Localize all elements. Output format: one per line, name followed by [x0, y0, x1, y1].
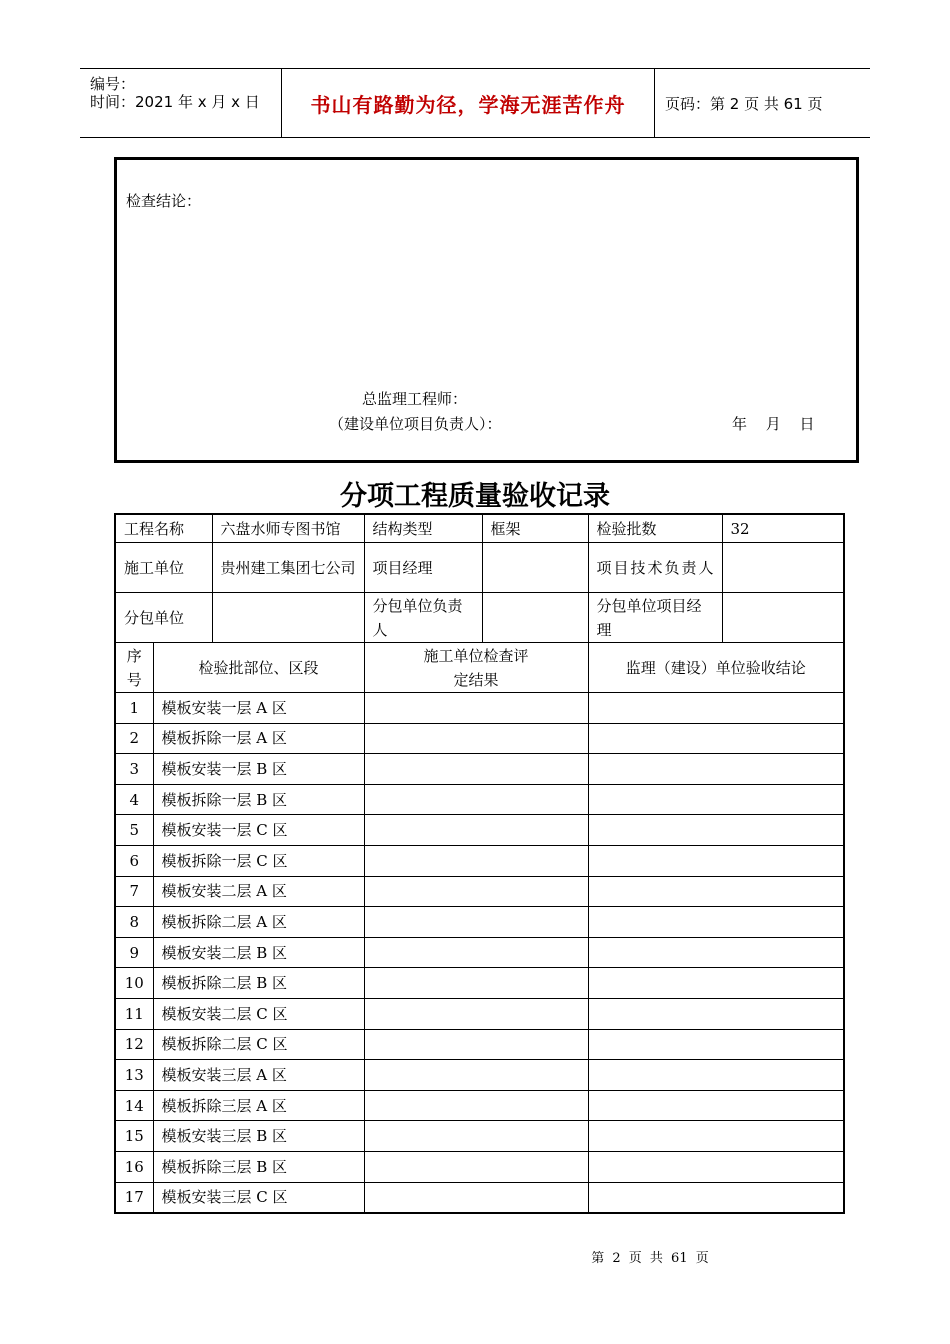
- row-contractor-result[interactable]: [364, 968, 588, 999]
- col-location-header: 检验批部位、区段: [153, 643, 364, 693]
- row-location: 模板拆除二层 C 区: [153, 1029, 364, 1060]
- row-supervisor-conclusion[interactable]: [588, 937, 844, 968]
- row-number: 17: [115, 1182, 153, 1213]
- row-contractor-result[interactable]: [364, 1182, 588, 1213]
- serial-label: 编号：: [90, 75, 136, 93]
- col-contractor-result-header: 施工单位检查评定结果: [364, 643, 588, 693]
- row-contractor-result[interactable]: [364, 815, 588, 846]
- table-row: [115, 1121, 844, 1152]
- row-contractor-result[interactable]: [364, 723, 588, 754]
- row-location: 模板安装一层 A 区: [153, 693, 364, 724]
- col-seq-header: 序号: [115, 643, 153, 693]
- row-location: 模板拆除二层 B 区: [153, 968, 364, 999]
- page-title: 分项工程质量验收记录: [340, 481, 610, 512]
- subcontractor-label: 分包单位: [115, 593, 212, 643]
- row-contractor-result[interactable]: [364, 1121, 588, 1152]
- batch-count-value: 32: [722, 514, 844, 543]
- table-row: [115, 784, 844, 815]
- sub-lead-value: [482, 593, 588, 643]
- sub-pm-label: 分包单位项目经理: [588, 593, 722, 643]
- table-row: [115, 754, 844, 785]
- table-row: [115, 1029, 844, 1060]
- row-location: 模板安装二层 A 区: [153, 876, 364, 907]
- row-number: 10: [115, 968, 153, 999]
- motto: 书山有路勤为径，学海无涯苦作舟: [310, 92, 626, 117]
- row-contractor-result[interactable]: [364, 754, 588, 785]
- row-number: 9: [115, 937, 153, 968]
- row-contractor-result[interactable]: [364, 784, 588, 815]
- row-supervisor-conclusion[interactable]: [588, 1182, 844, 1213]
- time-label: 时间：2021 年 x 月 x 日: [90, 93, 260, 111]
- table-row: [115, 845, 844, 876]
- chief-supervisor-label: 总监理工程师：: [362, 390, 468, 408]
- row-supervisor-conclusion[interactable]: [588, 693, 844, 724]
- header-meta: [80, 69, 281, 137]
- row-contractor-result[interactable]: [364, 1151, 588, 1182]
- row-supervisor-conclusion[interactable]: [588, 784, 844, 815]
- row-supervisor-conclusion[interactable]: [588, 723, 844, 754]
- row-location: 模板安装三层 B 区: [153, 1121, 364, 1152]
- row-supervisor-conclusion[interactable]: [588, 876, 844, 907]
- table-row: [115, 693, 844, 724]
- conclusion-label: 检查结论：: [126, 192, 202, 210]
- row-number: 14: [115, 1090, 153, 1121]
- row-location: 模板拆除一层 B 区: [153, 784, 364, 815]
- table-row: [115, 723, 844, 754]
- row-location: 模板安装二层 B 区: [153, 937, 364, 968]
- tech-lead-label: 项目技术负责人: [588, 543, 722, 593]
- info-row-3: [115, 593, 844, 643]
- row-location: 模板拆除一层 C 区: [153, 845, 364, 876]
- row-contractor-result[interactable]: [364, 876, 588, 907]
- project-manager-label: 项目经理: [364, 543, 482, 593]
- row-location: 模板安装三层 C 区: [153, 1182, 364, 1213]
- row-number: 4: [115, 784, 153, 815]
- acceptance-record-table: [114, 513, 845, 1214]
- header-motto-cell: [281, 69, 655, 137]
- table-row: [115, 1060, 844, 1091]
- row-location: 模板安装三层 A 区: [153, 1060, 364, 1091]
- table-row: [115, 968, 844, 999]
- project-name-label: 工程名称: [115, 514, 212, 543]
- col-supervisor-conclusion-header: 监理（建设）单位验收结论: [588, 643, 844, 693]
- header-page-cell: [655, 69, 870, 137]
- row-supervisor-conclusion[interactable]: [588, 845, 844, 876]
- row-location: 模板安装一层 B 区: [153, 754, 364, 785]
- row-number: 2: [115, 723, 153, 754]
- row-contractor-result[interactable]: [364, 1029, 588, 1060]
- row-number: 12: [115, 1029, 153, 1060]
- table-row: [115, 937, 844, 968]
- page-header: [80, 68, 870, 138]
- row-supervisor-conclusion[interactable]: [588, 968, 844, 999]
- table-row: [115, 1151, 844, 1182]
- tech-lead-value: [722, 543, 844, 593]
- row-supervisor-conclusion[interactable]: [588, 1029, 844, 1060]
- row-supervisor-conclusion[interactable]: [588, 1151, 844, 1182]
- table-row: [115, 998, 844, 1029]
- row-location: 模板安装一层 C 区: [153, 815, 364, 846]
- contractor-value: 贵州建工集团七公司: [212, 543, 364, 593]
- row-number: 8: [115, 907, 153, 938]
- table-row: [115, 1090, 844, 1121]
- subcontractor-value: [212, 593, 364, 643]
- row-number: 15: [115, 1121, 153, 1152]
- batch-count-label: 检验批数: [588, 514, 722, 543]
- sub-pm-value: [722, 593, 844, 643]
- page-code: 页码：第 2 页 共 61 页: [665, 94, 823, 113]
- row-supervisor-conclusion[interactable]: [588, 998, 844, 1029]
- info-row-1: [115, 514, 844, 543]
- row-number: 16: [115, 1151, 153, 1182]
- row-number: 1: [115, 693, 153, 724]
- row-number: 5: [115, 815, 153, 846]
- row-location: 模板拆除三层 A 区: [153, 1090, 364, 1121]
- contractor-label: 施工单位: [115, 543, 212, 593]
- table-row: [115, 907, 844, 938]
- row-location: 模板拆除三层 B 区: [153, 1151, 364, 1182]
- row-supervisor-conclusion[interactable]: [588, 1060, 844, 1091]
- row-location: 模板拆除二层 A 区: [153, 907, 364, 938]
- row-contractor-result[interactable]: [364, 907, 588, 938]
- table-row: [115, 815, 844, 846]
- conclusion-box: [114, 157, 859, 463]
- row-supervisor-conclusion[interactable]: [588, 815, 844, 846]
- row-number: 6: [115, 845, 153, 876]
- row-contractor-result[interactable]: [364, 693, 588, 724]
- owner-label: （建设单位项目负责人）：: [329, 415, 502, 433]
- column-header-row: [115, 643, 844, 693]
- row-location: 模板拆除一层 A 区: [153, 723, 364, 754]
- row-number: 13: [115, 1060, 153, 1091]
- row-contractor-result[interactable]: [364, 1060, 588, 1091]
- row-supervisor-conclusion[interactable]: [588, 1121, 844, 1152]
- row-number: 7: [115, 876, 153, 907]
- row-supervisor-conclusion[interactable]: [588, 907, 844, 938]
- row-location: 模板安装二层 C 区: [153, 998, 364, 1029]
- row-contractor-result[interactable]: [364, 1090, 588, 1121]
- project-manager-value: [482, 543, 588, 593]
- table-row: [115, 1182, 844, 1213]
- structure-type-label: 结构类型: [364, 514, 482, 543]
- row-contractor-result[interactable]: [364, 998, 588, 1029]
- structure-type-value: 框架: [482, 514, 588, 543]
- row-contractor-result[interactable]: [364, 845, 588, 876]
- project-name-value: 六盘水师专图书馆: [212, 514, 364, 543]
- row-supervisor-conclusion[interactable]: [588, 754, 844, 785]
- info-row-2: [115, 543, 844, 593]
- row-contractor-result[interactable]: [364, 937, 588, 968]
- page-footer: 第 2 页 共 61 页: [591, 1251, 709, 1266]
- table-row: [115, 876, 844, 907]
- sub-lead-label: 分包单位负责人: [364, 593, 482, 643]
- date-label: 年 月 日: [732, 415, 815, 433]
- row-number: 3: [115, 754, 153, 785]
- row-supervisor-conclusion[interactable]: [588, 1090, 844, 1121]
- row-number: 11: [115, 998, 153, 1029]
